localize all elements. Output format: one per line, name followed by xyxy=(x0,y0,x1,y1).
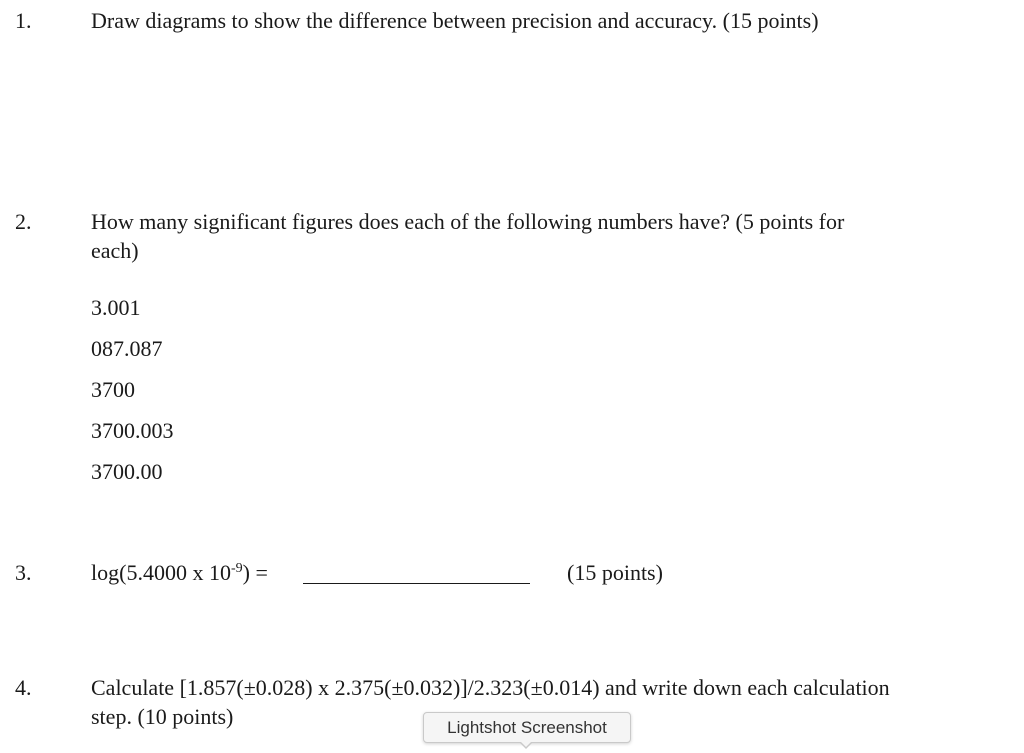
question-1-number: 1. xyxy=(15,8,32,33)
sig-fig-item: 087.087 xyxy=(91,336,163,361)
sig-fig-item: 3700 xyxy=(91,377,135,402)
question-4-text-line2: step. (10 points) xyxy=(91,704,234,729)
log-expression-suffix: ) = xyxy=(242,560,268,585)
sig-fig-item: 3700.00 xyxy=(91,459,163,484)
question-2-text-line1: How many significant figures does each of the following numbers have? (5 points for xyxy=(91,209,845,234)
log-exponent: -9 xyxy=(230,561,243,576)
sig-fig-item: 3.001 xyxy=(91,295,141,320)
answer-blank-line xyxy=(303,583,530,584)
question-2-text-line2: each) xyxy=(91,238,139,263)
question-3-points: (15 points) xyxy=(567,560,663,585)
question-3-number: 3. xyxy=(15,560,32,585)
question-3-expression xyxy=(91,559,268,587)
sig-fig-item: 3700.003 xyxy=(91,418,174,443)
question-4-text-line1: Calculate [1.857(±0.028) x 2.375(±0.032)]/2.323(±0.014) and write down each calculation xyxy=(91,675,890,700)
tooltip-arrow-fill xyxy=(520,741,532,747)
question-4-number: 4. xyxy=(15,675,32,700)
log-expression-prefix: log(5.4000 x 10 xyxy=(91,560,231,585)
lightshot-tooltip: Lightshot Screenshot xyxy=(423,712,631,743)
question-2-number: 2. xyxy=(15,209,32,234)
question-1-text: Draw diagrams to show the difference between precision and accuracy. (15 points) xyxy=(91,8,819,33)
